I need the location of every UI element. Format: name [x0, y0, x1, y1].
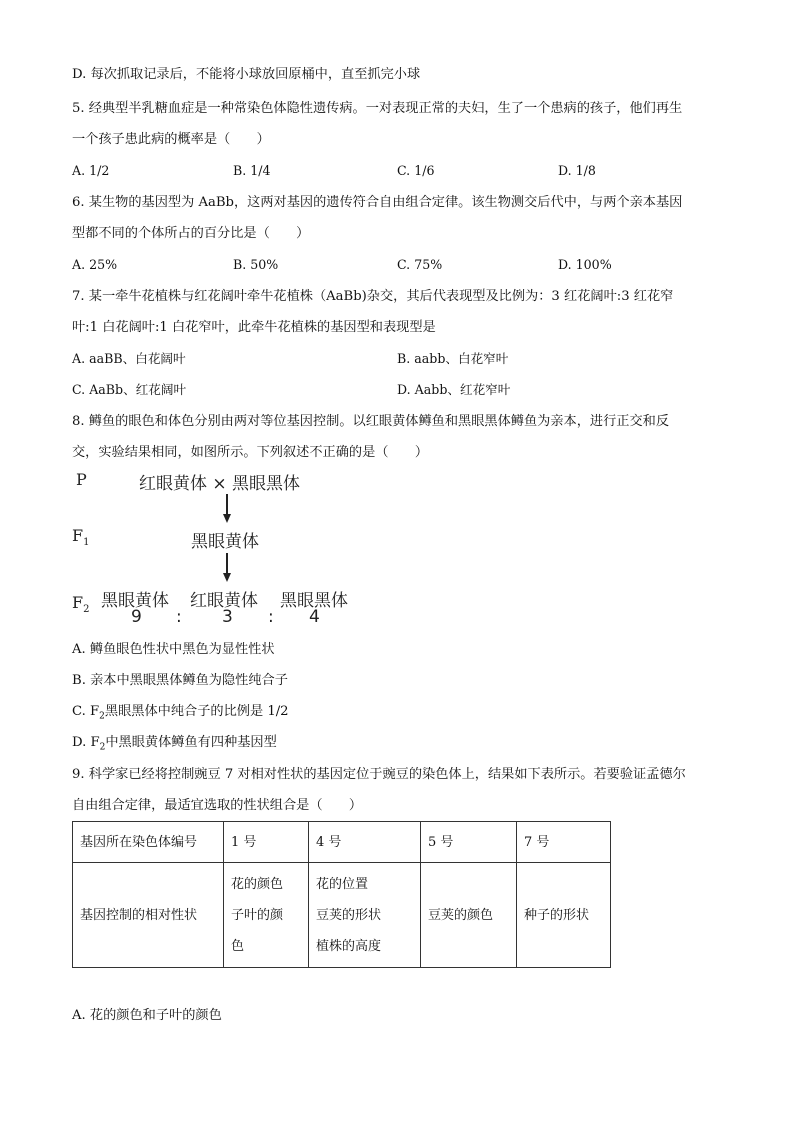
q7-stem-line-1: 7. 某一牵牛花植株与红花阔叶牵牛花植株（AaBb)杂交，其后代表现型及比例为：3 红花阔叶:3 红花窄	[72, 289, 674, 304]
q6-stem-line-2: 型都不同的个体所占的百分比是（ ）	[72, 226, 310, 241]
p-cross-text: 红眼黄体 × 黑眼黑体	[139, 474, 301, 494]
q5-option-c: C. 1/6	[397, 163, 435, 178]
q7-option-a: A. aaBB、白花阔叶	[72, 351, 186, 366]
q6-stem-line-1: 6. 某生物的基因型为 AaBb，这两对基因的遗传符合自由组合定律。该生物测交后代中，与两个亲本基因	[72, 195, 683, 210]
f2-phenotype-2: 红眼黄体	[190, 591, 258, 611]
q7-option-d: D. Aabb、红花窄叶	[397, 382, 511, 397]
f2-phenotype-1: 黑眼黄体	[101, 591, 169, 611]
q5-stem-line-1: 5. 经典型半乳糖血症是一种常染色体隐性遗传病。一对表现正常的夫妇，生了一个患病的孩子，他们再生	[72, 101, 683, 116]
table-header-cell: 5 号	[421, 822, 517, 863]
q9-stem-line-2: 自由组合定律，最适宜选取的性状组合是（ ）	[72, 798, 363, 813]
f2-ratio-4: 4	[309, 607, 320, 627]
arrow-down-icon	[226, 553, 228, 575]
arrowhead-icon	[223, 573, 231, 582]
q5-option-b: B. 1/4	[233, 163, 271, 178]
f2-ratio-sep: :	[268, 607, 274, 627]
table-header-cell: 7 号	[517, 822, 611, 863]
arrow-down-icon	[226, 494, 228, 516]
q8-stem-line-1: 8. 鳟鱼的眼色和体色分别由两对等位基因控制。以红眼黄体鳟鱼和黑眼黑体鳟鱼为亲本，进行正交和反	[72, 414, 670, 429]
q8-option-c: C. $F_2$黑眼黑体中纯合子的比例是 1/2	[72, 704, 289, 722]
table-header-row	[73, 822, 611, 863]
q6-option-d: D. 100%	[558, 257, 612, 272]
q8-option-a: A. 鳟鱼眼色性状中黑色为显性性状	[72, 642, 275, 657]
arrowhead-icon	[223, 514, 231, 523]
table-header-cell: 4 号	[309, 822, 421, 863]
q5-option-a: A. 1/2	[72, 163, 110, 178]
q6-option-c: C. 75%	[397, 257, 443, 272]
table-cell: 豆荚的颜色	[421, 863, 517, 968]
q6-option-b: B. 50%	[233, 257, 279, 272]
table-row	[73, 863, 611, 968]
q9-stem-line-1: 9. 科学家已经将控制豌豆 7 对相对性状的基因定位于豌豆的染色体上，结果如下表所示。若要验证孟德尔	[72, 767, 686, 782]
p-generation-label: P	[76, 470, 87, 489]
chromosome-trait-table	[72, 821, 611, 968]
q7-option-c: C. AaBb、红花阔叶	[72, 382, 187, 397]
q7-stem-line-2: 叶:1 白花阔叶:1 白花窄叶，此牵牛花植株的基因型和表现型是	[72, 320, 436, 335]
f2-phenotype-3: 黑眼黑体	[280, 591, 348, 611]
table-row-label: 基因控制的相对性状	[73, 863, 224, 968]
q4-option-d: D. 每次抓取记录后，不能将小球放回原桶中，直至抓完小球	[72, 67, 421, 82]
f2-generation-label: $F_2$	[72, 593, 90, 616]
q5-stem-line-2: 一个孩子患此病的概率是（ ）	[72, 132, 270, 147]
f2-ratio-9: 9	[131, 607, 142, 627]
q8-option-b: B. 亲本中黑眼黑体鳟鱼为隐性纯合子	[72, 673, 288, 688]
q8-stem-line-2: 交，实验结果相同，如图所示。下列叙述不正确的是（ ）	[72, 445, 429, 460]
f2-ratio-sep: :	[176, 607, 182, 627]
table-cell: 花的颜色 子叶的颜 色	[224, 863, 309, 968]
f1-generation-label: $F_1$	[72, 526, 90, 549]
f2-ratio-3: 3	[222, 607, 233, 627]
table-cell: 种子的形状	[517, 863, 611, 968]
table-cell: 花的位置 豆荚的形状 植株的高度	[309, 863, 421, 968]
table-header-cell: 1 号	[224, 822, 309, 863]
q9-option-a: A. 花的颜色和子叶的颜色	[72, 1008, 222, 1023]
q5-option-d: D. 1/8	[558, 163, 596, 178]
table-header-cell: 基因所在染色体编号	[73, 822, 224, 863]
q7-option-b: B. aabb、白花窄叶	[397, 351, 509, 366]
q8-option-d: D. $F_2$中黑眼黄体鳟鱼有四种基因型	[72, 735, 277, 753]
q6-option-a: A. 25%	[72, 257, 118, 272]
f1-phenotype: 黑眼黄体	[191, 532, 259, 552]
